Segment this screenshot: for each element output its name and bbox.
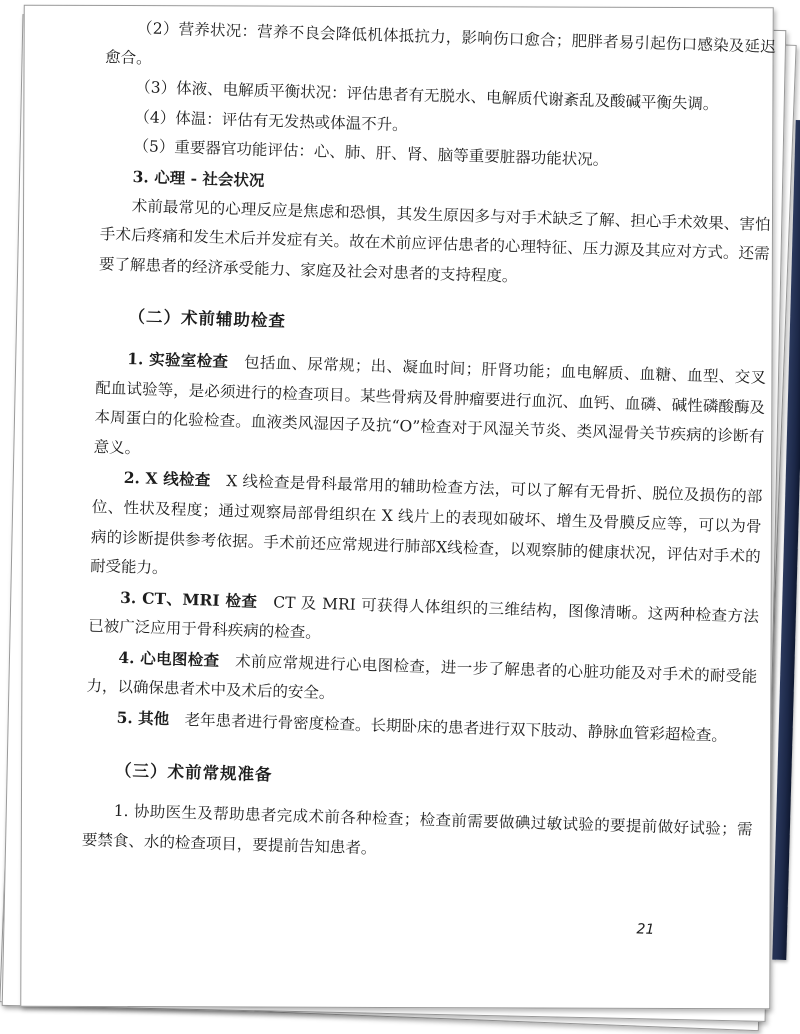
document-page xyxy=(7,0,784,1017)
paragraph-temperature: （4）体温：评估有无发热或体温不升。 xyxy=(134,107,408,134)
paragraph-nutrition: （2）营养状况：营养不良会降低机体抵抗力，影响伤口愈合；肥胖者易引起伤口感染及延迟愈合。 xyxy=(104,19,777,68)
item-lab-tests: 1. 实验室检查 包括血、尿常规；出、凝血时间；肝肾功能；血电解质、血糖、血型、交叉配血试验等，是必须进行的检查项目。某些骨病及骨肿瘤要进行血沉、血钙、血磷、碱性磷酸酶及本周蛋白的化验检查。血液类风湿因子及抗“O”检查对于风湿关节炎、类风湿骨关节疾病的诊断有意义。 xyxy=(93,348,767,458)
item-xray: 2. X 线检查 X 线检查是骨科最常用的辅助检查方法，可以了解有无骨折、脱位及损伤的部位、性状及程度；通过观察局部骨组织在 X 线片上的表现如破坏、增生及骨膜反应等，可以为骨病的诊断提供参考依据。手术前还应常规进行肺部X线检查，以观察肺的健康状况，评估对手术的耐受能力。 xyxy=(89,468,763,578)
page-content xyxy=(82,13,777,875)
item-ecg: 4. 心电图检查 术前应常规进行心电图检查，进一步了解患者的心脏功能及对手术的耐受能力，以确保患者术中及术后的安全。 xyxy=(86,647,758,703)
item-other: 5. 其他 老年患者进行骨密度检查。长期卧床的患者进行双下肢动、静脉血管彩超检查。 xyxy=(116,707,728,745)
item-assist-exams: 1. 协助医生及帮助患者完成术前各种检查；检查前需要做碘过敏试验的要提前做好试验；需要禁食、水的检查项目，要提前告知患者。 xyxy=(81,802,753,858)
paragraph-organ-function: （5）重要器官功能评估：心、肺、肝、肾、脑等重要脏器功能状况。 xyxy=(133,137,609,170)
heading-psychosocial: 3. 心理 - 社会状况 xyxy=(132,167,265,190)
item-ct-mri: 3. CT、MRI 检查 CT 及 MRI 可获得人体组织的三维结构，图像清晰。这两种检查方法已被广泛应用于骨科疾病的检查。 xyxy=(88,587,760,643)
paragraph-fluid-balance: （3）体液、电解质平衡状况：评估患者有无脱水、电解质代谢紊乱及酸碱平衡失调。 xyxy=(135,78,719,114)
section-title-auxiliary-exams: （二）术前辅助检查 xyxy=(128,307,287,331)
paragraph-psychosocial: 术前最常见的心理反应是焦虑和恐惧，其发生原因多与对手术缺乏了解、担心手术效果、害怕手术后疼痛和发生术后并发症有关。故在术前应评估患者的心理特征、压力源及其应对方式。还需要了解患者的经济承受能力、家庭及社会对患者的支持程度。 xyxy=(98,196,771,286)
section-title-routine-prep: （三）术前常规准备 xyxy=(114,760,273,785)
page-number: 21 xyxy=(636,921,655,938)
